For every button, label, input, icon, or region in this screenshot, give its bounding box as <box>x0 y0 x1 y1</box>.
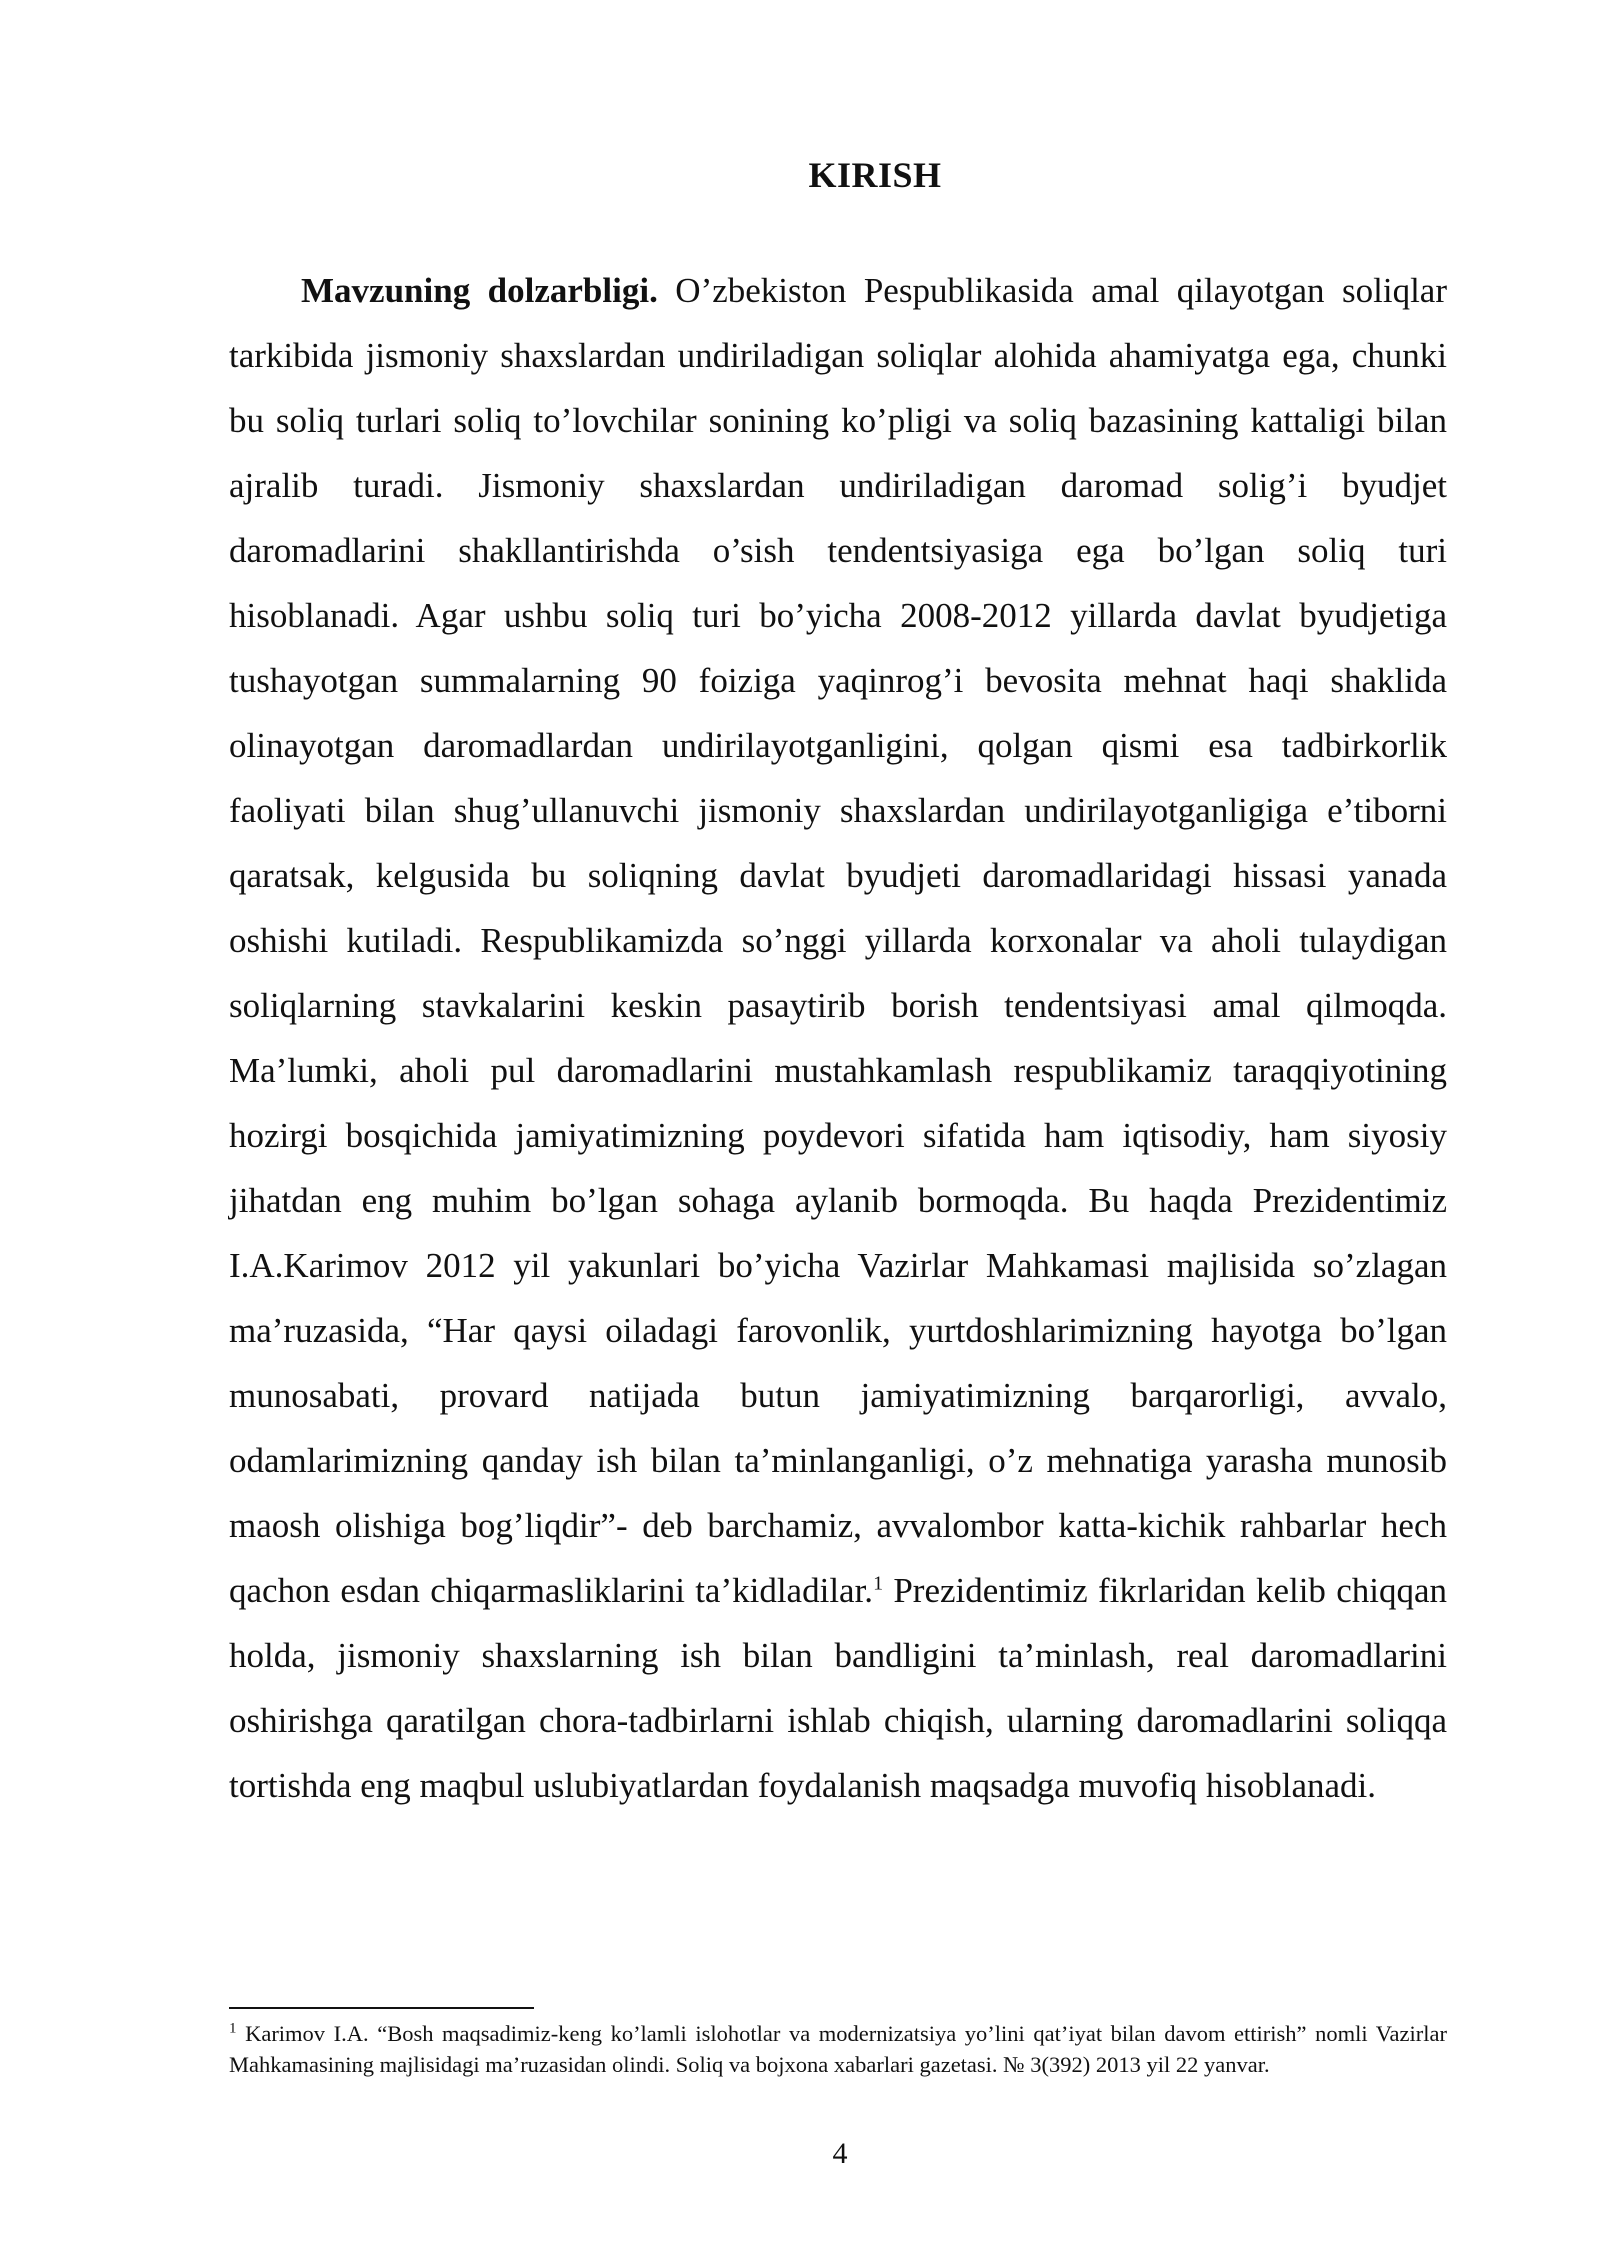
paragraph-text-part-2: Prezidentimiz fikrlaridan kelib chiqqan holda, jismoniy shaxslarning ish bilan bandligini ta’minlash, real daromadlarini oshirishga qaratilgan chora-tadbirlarni ishlab chiqish, ularning daromadlarini soliqqa tortishda eng maqbul uslubiyatlardan foydalanish maqsadga muvofiq hisoblanadi. <box>229 1571 1447 1805</box>
footnote-marker: 1 <box>229 2020 237 2037</box>
body-paragraph <box>229 258 1447 1818</box>
footnote-reference[interactable]: 1 <box>873 1572 884 1595</box>
footnote <box>229 2018 1447 2080</box>
paragraph-lead: Mavzuning dolzarbligi. <box>301 271 658 310</box>
section-heading: KIRISH <box>808 155 942 195</box>
footnote-text: Karimov I.A. “Bosh maqsadimiz-keng ko’lamli islohotlar va modernizatsiya yo’lini qat’iyat bilan davom ettirish” nomli Vazirlar Mahkamasining majlisidagi ma’ruzasidan olindi. Soliq va bojxona xabarlari gazetasi. № 3(392) 2013 yil 22 yanvar. <box>229 2021 1447 2077</box>
footnote-separator <box>229 2007 534 2009</box>
paragraph-text-part-1: O’zbekiston Pespublikasida amal qilayotgan soliqlar tarkibida jismoniy shaxslardan undiriladigan soliqlar alohida ahamiyatga ega, chunki bu soliq turlari soliq to’lovchilar sonining ko’pligi va soliq bazasining kattaligi bilan ajralib turadi. Jismoniy shaxslardan undiriladigan daromad solig’i byudjet daromadlarini shakllantirishda o’sish tendentsiyasiga ega bo’lgan soliq turi hisoblanadi. Agar ushbu soliq turi bo’yicha 2008-2012 yillarda davlat byudjetiga tushayotgan summalarning 90 foiziga yaqinrog’i bevosita mehnat haqi shaklida olinayotgan daromadlardan undirilayotganligini, qolgan qismi esa tadbirkorlik faoliyati bilan shug’ullanuvchi jismoniy shaxslardan undirilayotganligiga e’tiborni qaratsak, kelgusida bu soliqning davlat byudjeti daromadlaridagi hissasi yanada oshishi kutiladi. Respublikamizda so’nggi yillarda korxonalar va aholi tulaydigan soliqlarning stavkalarini keskin pasaytirib borish tendentsiyasi amal qilmoqda. Ma’lumki, aholi pul daromadlarini mustahkamlash respublikamiz taraqqiyotining hozirgi bosqichida jamiyatimizning poydevori sifatida ham iqtisodiy, ham siyosiy jihatdan eng muhim bo’lgan sohaga aylanib bormoqda. Bu haqda Prezidentimiz I.A.Karimov 2012 yil yakunlari bo’yicha Vazirlar Mahkamasi majlisida so’zlagan ma’ruzasida, “Har qaysi oiladagi farovonlik, yurtdoshlarimizning hayotga bo’lgan munosabati, provard natijada butun jamiyatimizning barqarorligi, avvalo, odamlarimizning qanday ish bilan ta’minlanganligi, o’z mehnatiga yarasha munosib maosh olishiga bog’liqdir”- deb barchamiz, avvalombor katta-kichik rahbarlar hech qachon esdan chiqarmasliklarini ta’kidladilar. <box>229 271 1447 1610</box>
page-number: 4 <box>832 2137 848 2170</box>
